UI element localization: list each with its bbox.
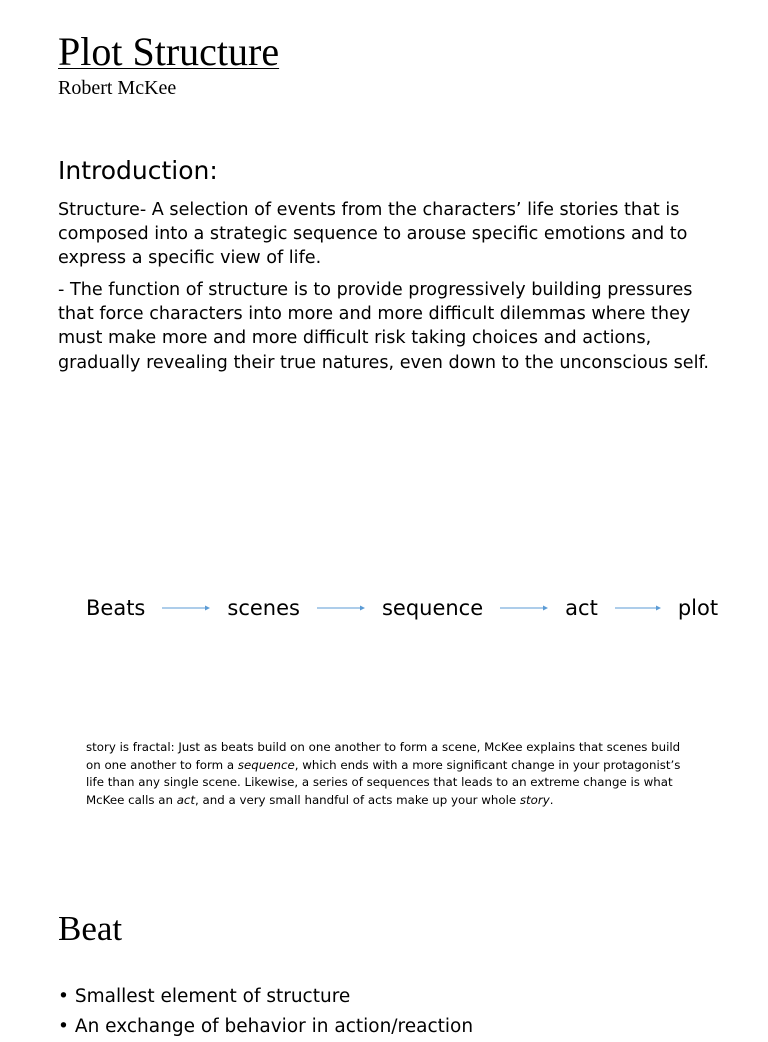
flow-step-plot: plot <box>677 596 719 620</box>
bullet-icon: • <box>58 986 69 1007</box>
flow-step-beats: Beats <box>86 596 146 620</box>
flow-step-sequence: sequence <box>381 596 484 620</box>
beat-list-item-text: Smallest element of structure <box>74 986 351 1007</box>
structure-function-paragraph: - The function of structure is to provide progressively building pressures that force characters into more and more difficult dilemmas where they must make more and more difficult risk taking choices and actions, gradually revealing their true natures, even down to the unconscious self. <box>58 280 709 373</box>
term-act: act <box>176 792 196 807</box>
structure-definition-paragraph: Structure- A selection of events from the characters’ life stories that is composed into a strategic sequence to arouse specific emotions and to express a specific view of life. <box>58 200 688 269</box>
arrow-right-icon <box>317 604 365 612</box>
arrow-right-icon <box>615 604 661 612</box>
beat-list-item-text: An exchange of behavior in action/reaction <box>74 1016 474 1037</box>
fractal-note-text-1: story is fractal: Just as beats build on one another to form a scene, McKee explains that scenes build on one another to form a <box>86 740 681 772</box>
beat-bullet-list <box>58 982 738 1042</box>
author-name: Robert McKee <box>58 77 177 99</box>
flow-step-act: act <box>565 596 598 620</box>
structure-flow-diagram <box>86 592 718 624</box>
introduction-heading: Introduction: <box>58 156 218 185</box>
beat-list-item <box>58 982 738 1012</box>
term-sequence: sequence <box>237 757 295 772</box>
fractal-note-text-2: , which ends with a more significant change in your protagonist’s life than any single scene. Likewise, a series of sequences that leads to an extreme change is what McKee calls an <box>86 757 681 807</box>
page-title: Plot Structure <box>58 29 280 74</box>
arrow-right-icon <box>500 604 548 612</box>
fractal-note <box>86 739 686 809</box>
fractal-note-text-4: . <box>549 792 554 807</box>
fractal-note-text-3: , and a very small handful of acts make up your whole <box>195 792 520 807</box>
beat-list-item <box>58 1012 738 1042</box>
flow-step-scenes: scenes <box>227 596 300 620</box>
bullet-icon: • <box>58 1016 69 1037</box>
beat-heading: Beat <box>58 909 123 948</box>
term-story: story <box>519 792 550 807</box>
arrow-right-icon <box>162 604 210 612</box>
